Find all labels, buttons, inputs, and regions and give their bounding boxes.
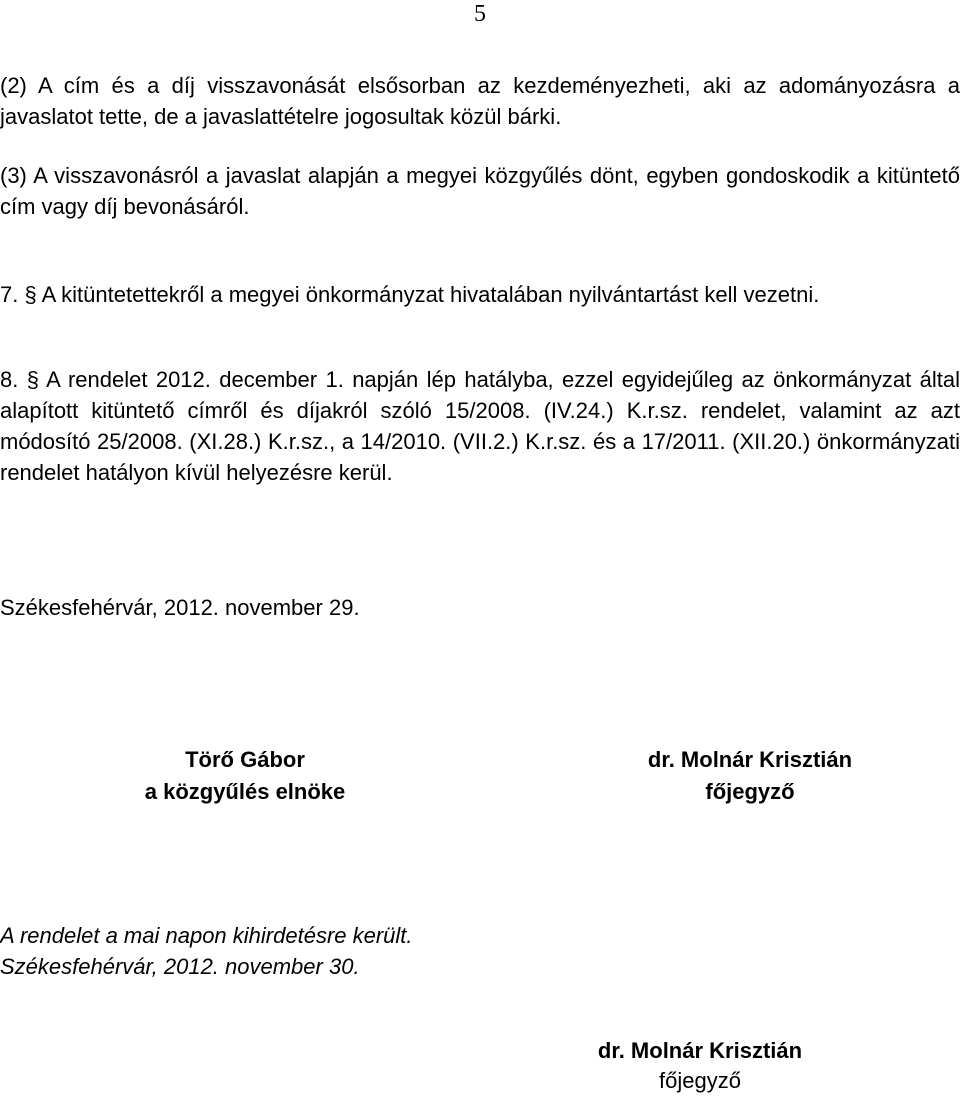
promulgation-line-1: A rendelet a mai napon kihirdetésre került.: [0, 923, 413, 948]
final-signatory-name: dr. Molnár Krisztián: [597, 1038, 803, 1063]
paragraph-2: (2) A cím és a díj visszavonását elsősorban az kezdeményezheti, aki az adományozásra a javaslatot tette, de a javaslattételre jogosultak közül bárki.: [0, 73, 960, 129]
right-signature-block: [600, 744, 900, 808]
final-signatory-title: főjegyző: [659, 1068, 741, 1093]
place-date: Székesfehérvár, 2012. november 29.: [0, 595, 360, 620]
left-signatory-title: a közgyűlés elnöke: [144, 779, 346, 804]
promulgation-line-2: Székesfehérvár, 2012. november 30.: [0, 954, 360, 979]
section-8: 8. § A rendelet 2012. december 1. napján lép hatályba, ezzel egyidejűleg az önkormányzat által alapított kitüntető címről és díjakról szóló 15/2008. (IV.24.) K.r.sz. rendelet, valamint az azt módosító 25/2008. (XI.28.) K.r.sz., a 14/2010. (VII.2.) K.r.sz. és a 17/2011. (XII.20.) önkormányzati rendelet hatályon kívül helyezésre kerül.: [0, 367, 960, 485]
left-signatory-name: Törő Gábor: [185, 747, 305, 772]
page-number: 5: [474, 1, 486, 27]
right-signatory-name: dr. Molnár Krisztián: [647, 747, 853, 772]
right-signatory-title: főjegyző: [705, 779, 795, 804]
final-signature-block: [555, 1036, 845, 1096]
left-signature-block: [120, 744, 370, 808]
paragraph-3: (3) A visszavonásról a javaslat alapján a megyei közgyűlés dönt, egyben gondoskodik a kitüntető cím vagy díj bevonásáról.: [0, 163, 960, 219]
section-7: 7. § A kitüntetettekről a megyei önkormányzat hivatalában nyilvántartást kell vezetni.: [0, 282, 820, 307]
